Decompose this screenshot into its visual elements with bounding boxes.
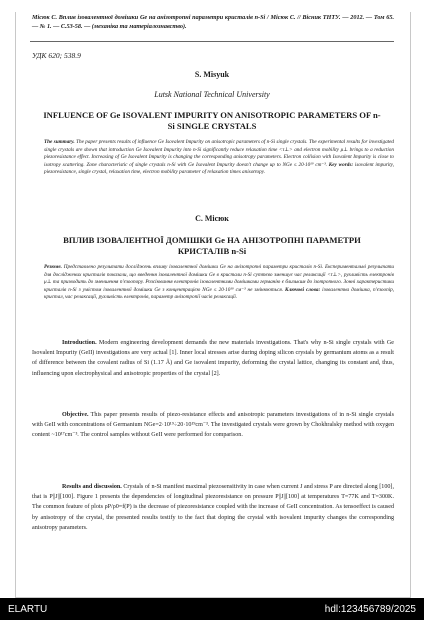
results-text: Crystals of n-Si manifest maximal piezosensitivity in case when current J and stress P are directed along [100], that is P||J||[100]. Figure 1 presents the dependencies of longitudinal piezoresistance on pressure P||J||[100] at temperatures T=77K and T=300K. The common feature of plots ρP/ρ0=f(P) is the decrease of piezoresistance coupled with the increase of GeII concentration. As tensoeffect is caused by anisotropy of the crystal, the presented results testify to the fact that doping the crystal with isovalent impurity changes the corresponding anisotropy parameters. — [32, 484, 394, 531]
abstract-en — [44, 139, 394, 177]
intro-text: Modern engineering development demands the new materials investigations. That's why n-Si single crystals with Ge Isovalent Impurity (GeII) investigations are very actual [1]. Inner local stresses arise during doping silicon crystals by germanium atoms as a result of difference between the covalent radius of Si (1.17 Å) and Ge isovalent impurity, deforming the crystal lattice, changing its constant and, thus, influencing upon electrophysical and anisotropic properties of the crystal [2]. — [32, 340, 394, 377]
affiliation: Lutsk National Technical University — [154, 90, 270, 99]
keywords-en: isovalent impurity, piezoresistance, single crystal, relaxation time, electron mobility parameter of relaxation times anisotropy. — [44, 161, 394, 176]
citation-header: Місюк С. Вплив ізовалентної домішки Ge на анізотропні параметри кристалів n-Si / Місюк С. // Вісник ТНТУ. — 2012. — Том 65. — № 1. — С.53-58. — (механіка та матеріалознавство). — [32, 14, 394, 30]
summary-label-ua: Резюме. — [44, 264, 62, 270]
objective-text: This paper presents results of piezo-resistance effects and anisotropic parameters investigations of in n-Si single crystals with GeII with concentrations of Germanium NGe=2·10¹⁹÷20·10¹⁹cm⁻³. The investigated crystals were grown by Chokhralsky method with oxygen content ~10¹⁷cm⁻³. The control samples without GeII were performed for comparison. — [32, 412, 394, 439]
section-objective — [32, 410, 394, 441]
abstract-ua — [44, 264, 394, 302]
author-ua: С. Місюк — [195, 214, 229, 223]
title-ua: ВПЛИВ ІЗОВАЛЕНТНОЇ ДОМІШКИ Ge НА АНІЗОТРОПНІ ПАРАМЕТРИ КРИСТАЛІВ n-Si — [63, 235, 361, 256]
keywords-ua: ізовалентна домішка, п'єзоопір, кристал, час релаксації, рухливість електронів, параметр анізотропії часів релаксації. — [44, 286, 395, 301]
footer-right: hdl:123456789/2025 — [324, 604, 416, 615]
udk-code: УДК 620; 538.9 — [32, 51, 81, 60]
section-introduction — [32, 338, 394, 379]
keywords-label-en: Key words: — [328, 161, 354, 168]
keywords-label-ua: Ключові слова: — [285, 286, 321, 293]
section-results — [32, 482, 394, 533]
repository-footer — [0, 598, 424, 620]
footer-left: ELARTU — [8, 604, 48, 615]
intro-label: Introduction. — [62, 340, 97, 346]
summary-label-en: The summary. — [44, 139, 75, 145]
objective-label: Objective. — [62, 412, 89, 418]
title-en: INFLUENCE OF Ge ISOVALENT IMPURITY ON ANISOTROPIC PARAMETERS OF n-Si SINGLE CRYSTALS — [43, 110, 381, 131]
results-label: Results and discussion. — [62, 484, 122, 490]
summary-en: The paper presents results of influence Ge Isovalent Impurity on anisotropic parameters of n-Si single crystals. The experimental results for investigated single crystals are shown that introduction Ge Isovalent Impurity into n-Si significantly reduce relaxation time <τ⊥> and electron mobility μ⊥ brings to a reduction piezoresistance effect. Increasing of Ge Isovalent Impurity is changing the corresponding anisotropy parameters. Electron collision with Isovalent Impurity is close to isotropy scattering. Zone characteristic of single crystals n-Si with Ge Isovalent Impurity doesn't change up to NGe ≤ 20·10¹⁹ cm⁻³. — [44, 139, 395, 168]
summary-ua: Представлено результати досліджень впливу ізовалентної домішки Ge на анізотропні параметри кристалів n-Si. Експериментальні результати для досліджених кристалів показали, що введення ізовалентної домішки Ge в кристали n-Si суттєво зменшує час релаксації <τ⊥>, рухливість електронів μ⊥ та призводить до зменшення п'єзоопору. Розсіювання електронів ізовалентними домішками германію є близьким до ізотропного. Зонні характеристики кристалів n-Si з умістом ізовалентної домішки Ge з концентрацією NGe ≤ 20·10¹⁹ см⁻³ не змінюються. — [44, 264, 395, 293]
author-en: S. Misyuk — [194, 70, 230, 79]
header-rule — [30, 41, 394, 42]
